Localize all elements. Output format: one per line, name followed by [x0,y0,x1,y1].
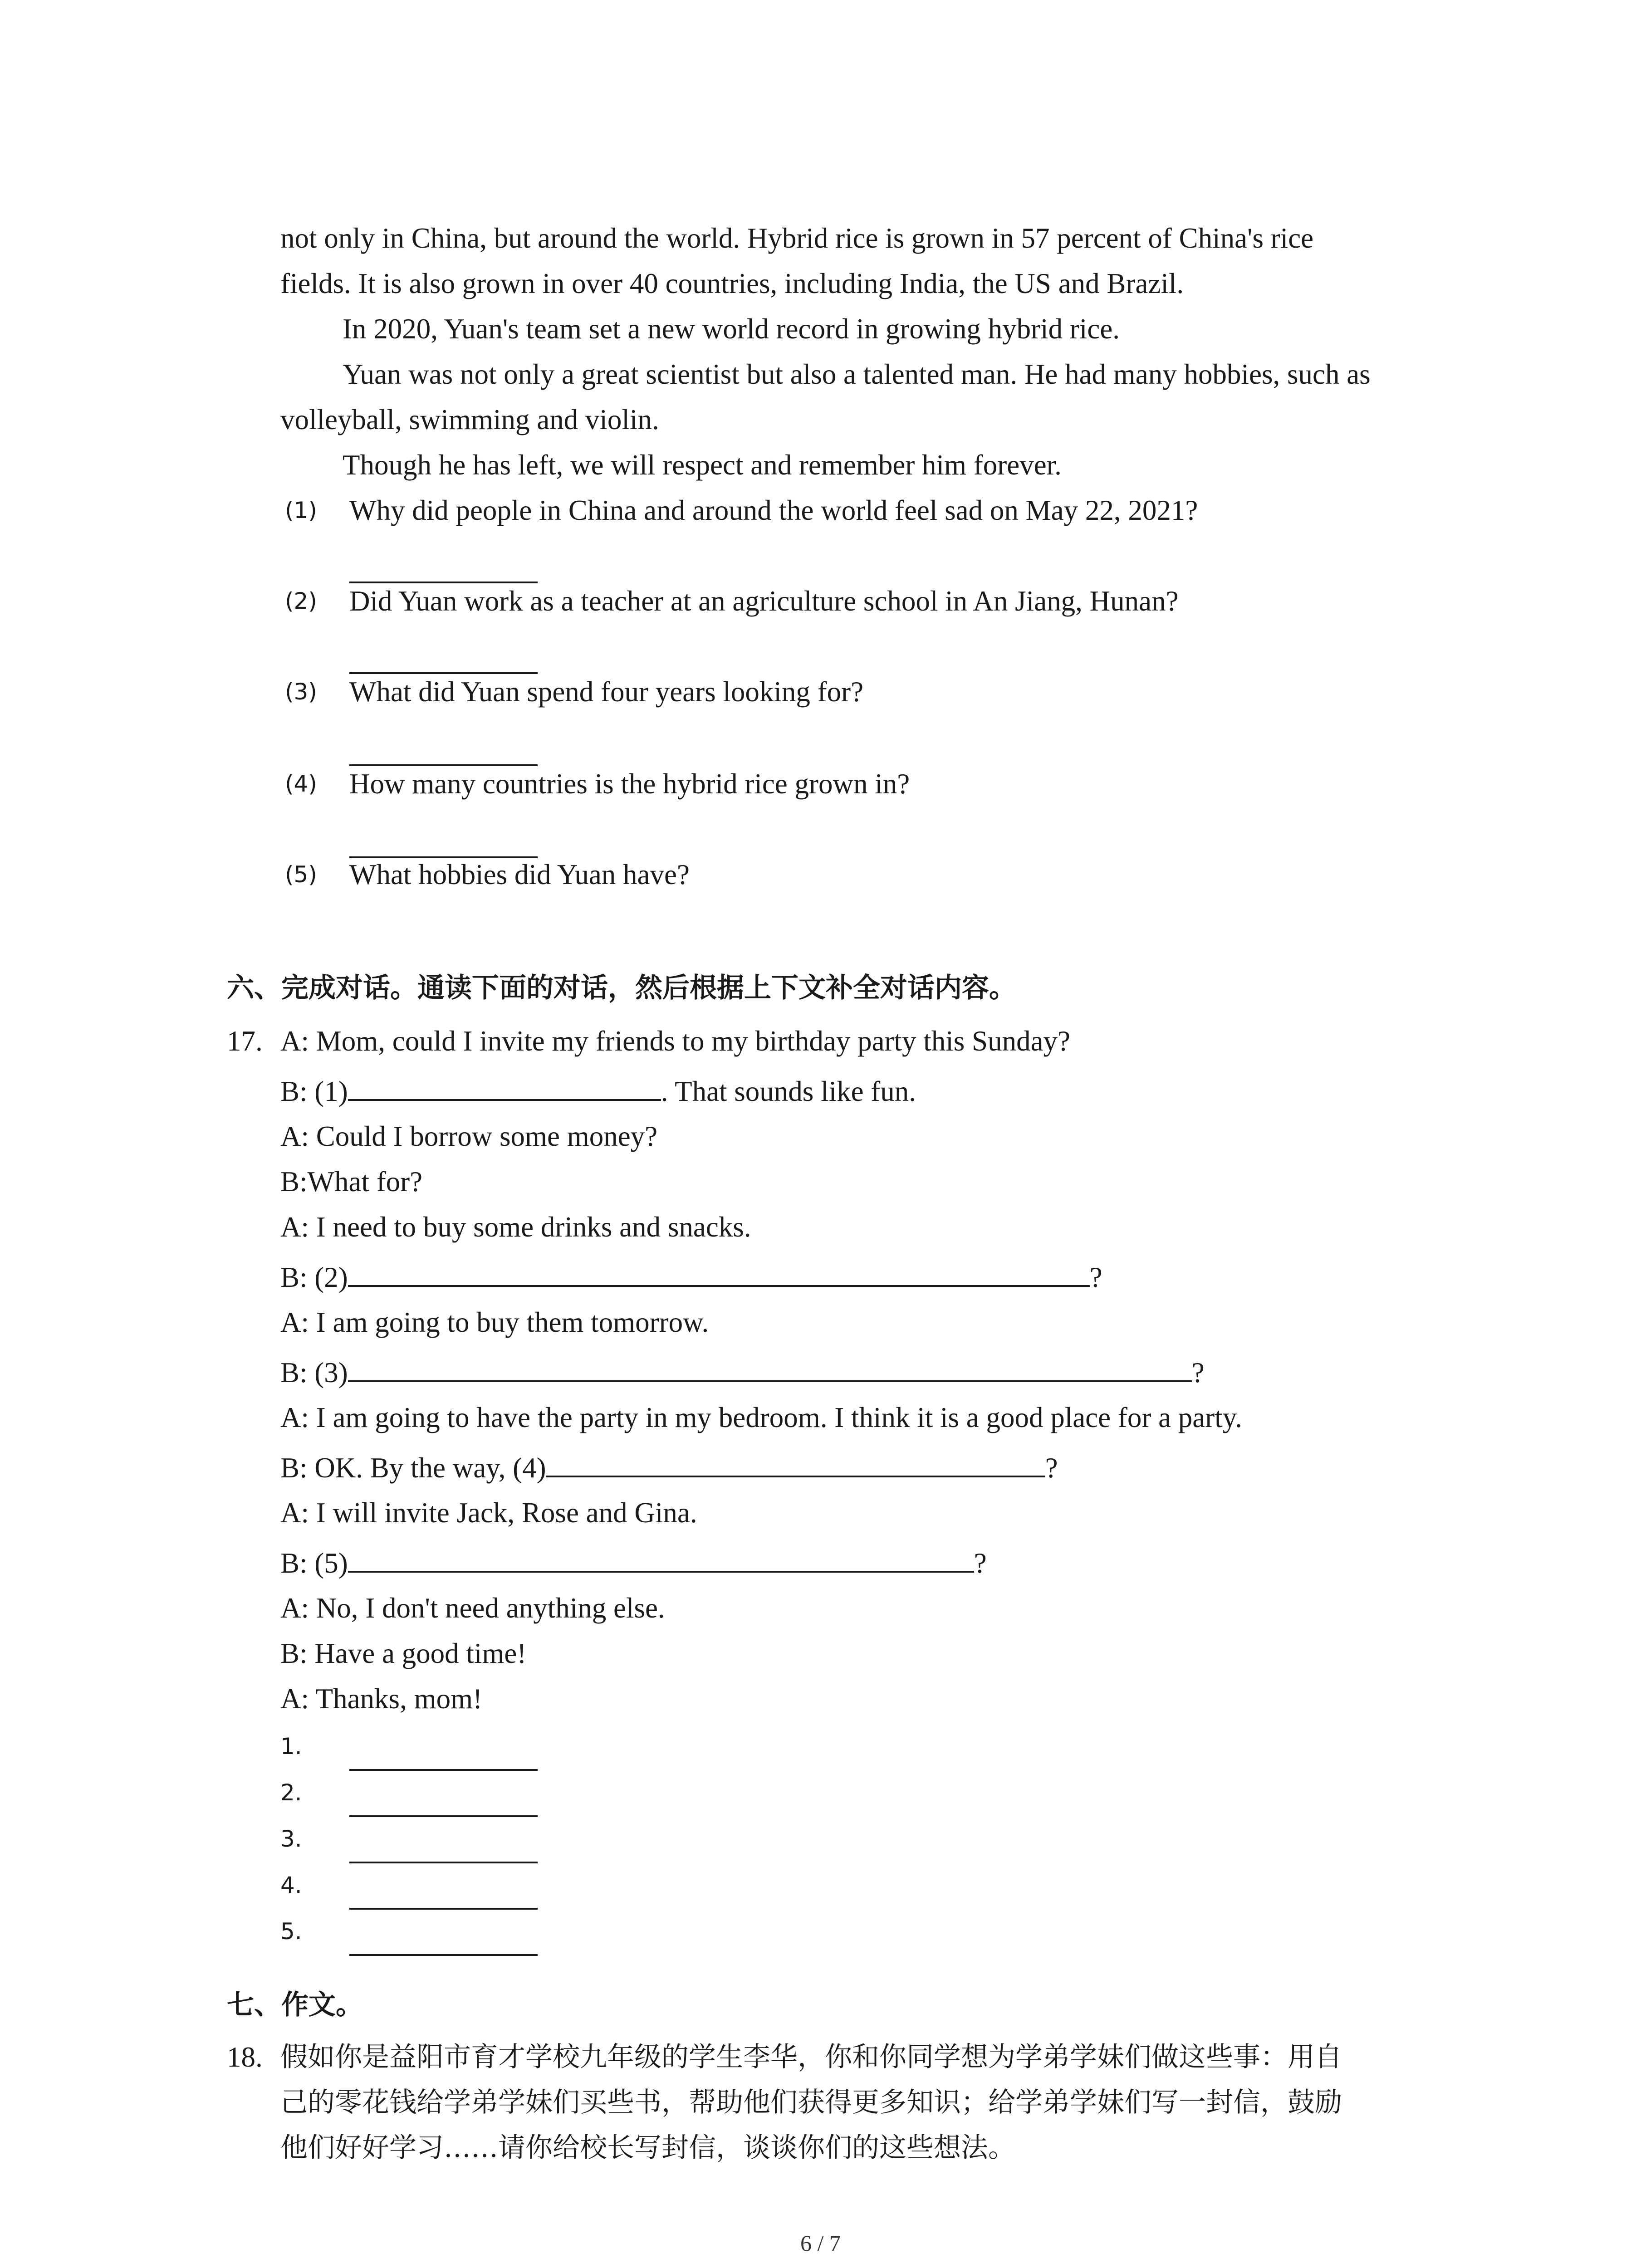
dialogue-blank[interactable] [546,1449,1045,1477]
dialogue-line: B: (3) ? [280,1354,1205,1391]
question-number: (2) [285,588,317,614]
question-number: (3) [285,679,317,705]
passage-line: In 2020, Yuan's team set a new world record in growing hybrid rice. [343,313,1120,345]
question-number: (1) [285,497,317,523]
passage-line: fields. It is also grown in over 40 countries, including India, the US and Brazil. [280,268,1184,299]
dialogue-blank[interactable] [348,1354,1192,1382]
question-text: Why did people in China and around the world feel sad on May 22, 2021? [349,494,1198,526]
question-number: (4) [285,771,317,797]
answer-number: 1. [280,1733,302,1760]
essay-prompt-line: 假如你是益阳市育才学校九年级的学生李华，你和你同学想为学弟学妹们做这些事：用自 [280,2041,1342,2073]
page-number: 6 / 7 [800,2230,841,2256]
dialogue-blank[interactable] [348,1545,974,1573]
answer-number: 4. [280,1872,302,1898]
dialogue-line: A: No, I don't need anything else. [280,1592,665,1624]
answer-line[interactable] [349,1954,538,1956]
dialogue-line: A: Mom, could I invite my friends to my birthday party this Sunday? [280,1025,1071,1057]
dialogue-line: B: (1) . That sounds like fun. [280,1073,916,1110]
question-text: Did Yuan work as a teacher at an agriculture school in An Jiang, Hunan? [349,585,1179,617]
answer-number: 5. [280,1918,302,1945]
passage-line: not only in China, but around the world. Hybrid rice is grown in 57 percent of China's rice [280,222,1314,254]
dialogue-line: A: I need to buy some drinks and snacks. [280,1211,751,1243]
question-number: 18. [227,2041,263,2073]
section-title: 六、完成对话。通读下面的对话，然后根据上下文补全对话内容。 [227,972,1016,1004]
answer-line[interactable] [349,1769,538,1771]
question-text: What hobbies did Yuan have? [349,859,690,890]
answer-line[interactable] [349,1815,538,1817]
passage-line: Yuan was not only a great scientist but also a talented man. He had many hobbies, such as [343,358,1371,390]
dialogue-line: A: I will invite Jack, Rose and Gina. [280,1497,697,1529]
dialogue-line: A: Thanks, mom! [280,1683,483,1715]
dialogue-line: B: Have a good time! [280,1637,527,1669]
dialogue-line: A: I am going to buy them tomorrow. [280,1306,709,1338]
dialogue-line: A: Could I borrow some money? [280,1120,658,1152]
question-text: How many countries is the hybrid rice grown in? [349,768,910,800]
dialogue-line: B:What for? [280,1166,423,1198]
question-number: (5) [285,861,317,888]
answer-number: 3. [280,1826,302,1852]
dialogue-blank[interactable] [348,1073,661,1101]
essay-prompt-line: 他们好好学习……请你给校长写封信，谈谈你们的这些想法。 [280,2132,1015,2164]
essay-prompt-line: 己的零花钱给学弟学妹们买些书，帮助他们获得更多知识；给学弟学妹们写一封信，鼓励 [280,2087,1342,2118]
answer-line[interactable] [349,1862,538,1863]
question-text: What did Yuan spend four years looking for? [349,676,864,708]
passage-line: volleyball, swimming and violin. [280,404,659,435]
dialogue-line: B: OK. By the way, (4) ? [280,1449,1058,1486]
dialogue-line: B: (2) ? [280,1259,1102,1295]
answer-number: 2. [280,1779,302,1806]
dialogue-blank[interactable] [348,1259,1090,1287]
section-title: 七、作文。 [227,1989,363,2021]
dialogue-line: A: I am going to have the party in my bedroom. I think it is a good place for a party. [280,1402,1242,1433]
answer-line[interactable] [349,1908,538,1910]
passage-line: Though he has left, we will respect and remember him forever. [343,449,1062,481]
dialogue-line: B: (5) ? [280,1545,987,1581]
question-number: 17. [227,1025,263,1057]
